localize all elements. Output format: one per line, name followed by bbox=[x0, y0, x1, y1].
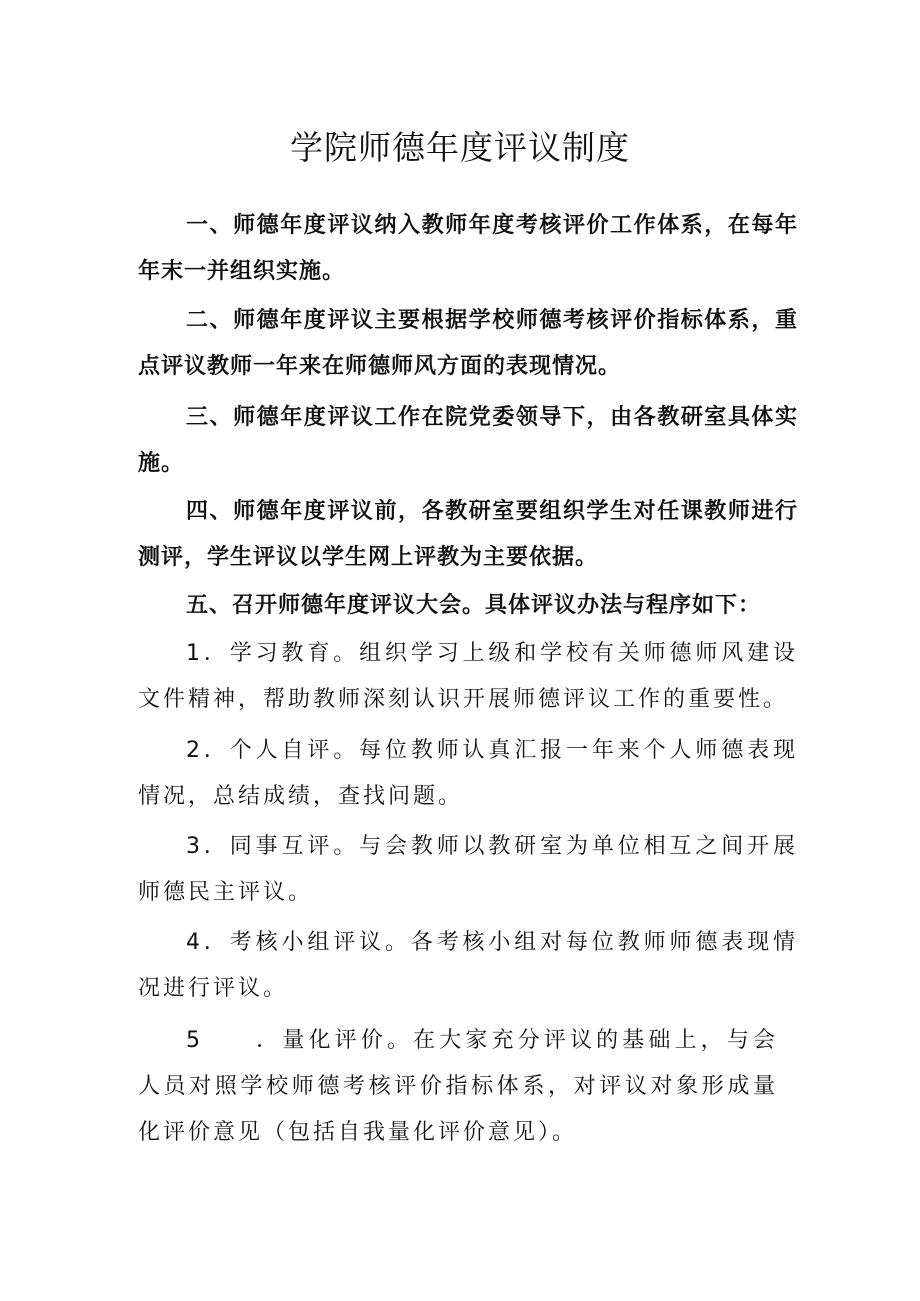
procedure-number: 1 bbox=[186, 641, 203, 666]
page-title: 学院师德年度评议制度 bbox=[290, 128, 630, 167]
article-5: 五、召开师德年度评议大会。具体评议办法与程序如下： bbox=[186, 593, 762, 618]
procedure-item-2 bbox=[138, 728, 798, 820]
procedure-number: 5 bbox=[186, 1028, 203, 1053]
procedure-text: ．同事互评。与会教师以教研室为单位相互之间开展师德民主评议。 bbox=[138, 834, 798, 905]
procedure-number: 3 bbox=[186, 834, 203, 859]
procedure-item-5 bbox=[138, 1018, 778, 1156]
article-1: 一、师德年度评议纳入教师年度考核评价工作体系，在每年年末一并组织实施。 bbox=[138, 213, 798, 284]
procedure-text: ．量化评价。在大家充分评议的基础上，与会人员对照学校师德考核评价指标体系，对评议对象形成量化评价意见（包括自我量化评价意见）。 bbox=[138, 1028, 778, 1145]
procedure-item-3 bbox=[138, 824, 798, 916]
procedure-item-4 bbox=[138, 920, 798, 1012]
procedure-text: ．个人自评。每位教师认真汇报一年来个人师德表现情况，总结成绩，查找问题。 bbox=[138, 738, 798, 809]
procedure-number: 4 bbox=[186, 930, 203, 955]
article-4: 四、师德年度评议前，各教研室要组织学生对任课教师进行测评，学生评议以学生网上评教为主要依据。 bbox=[138, 499, 798, 570]
procedure-text: ．学习教育。组织学习上级和学校有关师德师风建设文件精神，帮助教师深刻认识开展师德评议工作的重要性。 bbox=[138, 641, 798, 712]
procedure-number: 2 bbox=[186, 738, 203, 763]
article-3: 三、师德年度评议工作在院党委领导下，由各教研室具体实施。 bbox=[138, 405, 798, 476]
procedure-text: ．考核小组评议。各考核小组对每位教师师德表现情况进行评议。 bbox=[138, 930, 798, 1001]
procedure-item-1 bbox=[138, 631, 798, 723]
article-2: 二、师德年度评议主要根据学校师德考核评价指标体系，重点评议教师一年来在师德师风方面的表现情况。 bbox=[138, 308, 798, 379]
